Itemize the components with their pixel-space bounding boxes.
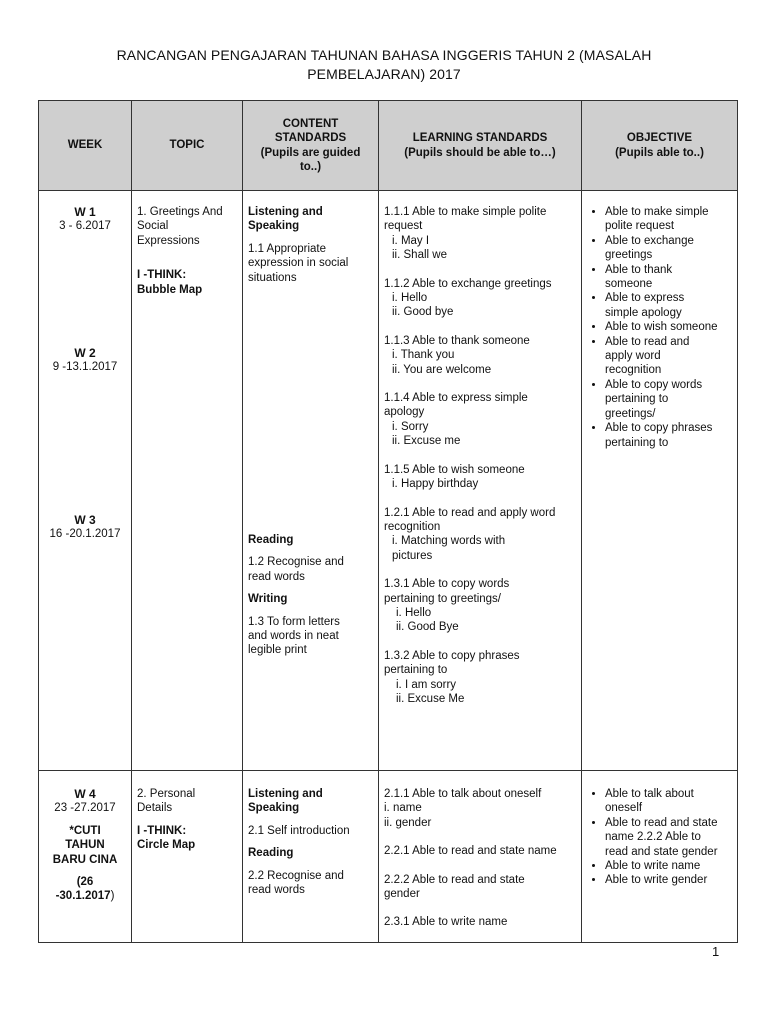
week-label: W 1 bbox=[74, 205, 96, 219]
week-dates: 16 -20.1.2017 bbox=[49, 528, 121, 541]
week-dates: 23 -27.2017 bbox=[54, 802, 116, 815]
week-label: W 3 bbox=[74, 512, 96, 527]
page-number: 1 bbox=[712, 944, 720, 959]
table-row bbox=[39, 191, 738, 771]
list-item: • Able to read and state name 2.2.2 Able to read and state gender bbox=[605, 816, 732, 859]
i-think-map: Circle Map bbox=[137, 839, 196, 852]
table-header-row bbox=[39, 101, 738, 191]
learning-standards-cell: 1.1.1 Able to make simple polite request i. May I ii. Shall we 1.1.2 Able to exchange greetings i. Hello ii. Good bye 1.1.3 Able to thank someone i. Thank you ii. You are welcome 1.1.4 Able to express simple apology i. Sorry ii. Excuse me 1.1.5 Able to wish someone i. Happy birthday 1.2.1 Able to read and apply word recognition i. Matching words with pictures 1.3.1 Able to copy words pertaining to greetings/ i. Hello ii. Good Bye 1.3.2 Able to copy phrases pertaining to i. I am sorry ii. Excuse Me bbox=[379, 191, 582, 771]
list-item: • Able to copy words pertaining to greetings/ bbox=[605, 378, 732, 421]
list-item: • Able to exchange greetings bbox=[605, 234, 732, 263]
objective-cell bbox=[582, 771, 738, 943]
list-item: • Able to write name bbox=[605, 859, 732, 873]
list-item: • Able to copy phrases pertaining to bbox=[605, 421, 732, 450]
list-item: • Able to talk about oneself bbox=[605, 787, 732, 816]
list-item: • Able to express simple apology bbox=[605, 291, 732, 320]
week-dates: 3 - 6.2017 bbox=[59, 220, 111, 233]
header-topic: TOPIC bbox=[132, 101, 243, 191]
content-standards-cell: Listening and Speaking 2.1 Self introduction Reading 2.2 Recognise and read words bbox=[243, 771, 379, 943]
list-item: • Able to read and apply word recognition bbox=[605, 335, 732, 378]
document-title bbox=[40, 46, 728, 84]
lesson-plan-table bbox=[38, 100, 738, 943]
learning-standards-cell: 2.1.1 Able to talk about oneself i. name ii. gender 2.2.1 Able to read and state name 2.2.2 Able to read and state gender 2.3.1 Able to write name bbox=[379, 771, 582, 943]
week-label: W 2 bbox=[74, 345, 96, 360]
week-cell: W 4 23 -27.2017 *CUTI TAHUN BARU CINA (26 -30.1.2017) bbox=[39, 771, 132, 943]
header-learning-standards: LEARNING STANDARDS (Pupils should be able to…) bbox=[379, 101, 582, 191]
i-think-label: I -THINK: bbox=[137, 824, 187, 837]
list-item: • Able to wish someone bbox=[605, 320, 732, 334]
header-objective: OBJECTIVE (Pupils able to..) bbox=[582, 101, 738, 191]
title-line-2: PEMBELAJARAN) 2017 bbox=[307, 66, 461, 82]
week-cell bbox=[39, 191, 132, 771]
list-item: • Able to make simple polite request bbox=[605, 205, 732, 234]
title-line-1: RANCANGAN PENGAJARAN TAHUNAN BAHASA INGGERIS TAHUN 2 (MASALAH bbox=[116, 47, 652, 63]
objective-list bbox=[587, 205, 732, 450]
topic-cell: 2. Personal Details I -THINK: Circle Map bbox=[132, 771, 243, 943]
objective-cell bbox=[582, 191, 738, 771]
table-row bbox=[39, 771, 738, 943]
content-standards-cell: Listening and Speaking 1.1 Appropriate expression in social situations Reading 1.2 Recognise and read words Writing 1.3 To form letters and words in neat legible print bbox=[243, 191, 379, 771]
topic-cell: 1. Greetings And Social Expressions I -THINK: Bubble Map bbox=[132, 191, 243, 771]
header-content-standards: CONTENT STANDARDS (Pupils are guided to..) bbox=[243, 101, 379, 191]
i-think-map: Bubble Map bbox=[137, 283, 203, 296]
i-think-label: I -THINK: bbox=[137, 269, 187, 282]
objective-list bbox=[587, 787, 732, 888]
week-label: W 4 bbox=[74, 787, 96, 801]
list-item: • Able to thank someone bbox=[605, 263, 732, 292]
list-item: • Able to write gender bbox=[605, 873, 732, 887]
week-dates: 9 -13.1.2017 bbox=[52, 361, 118, 374]
header-week: WEEK bbox=[39, 101, 132, 191]
